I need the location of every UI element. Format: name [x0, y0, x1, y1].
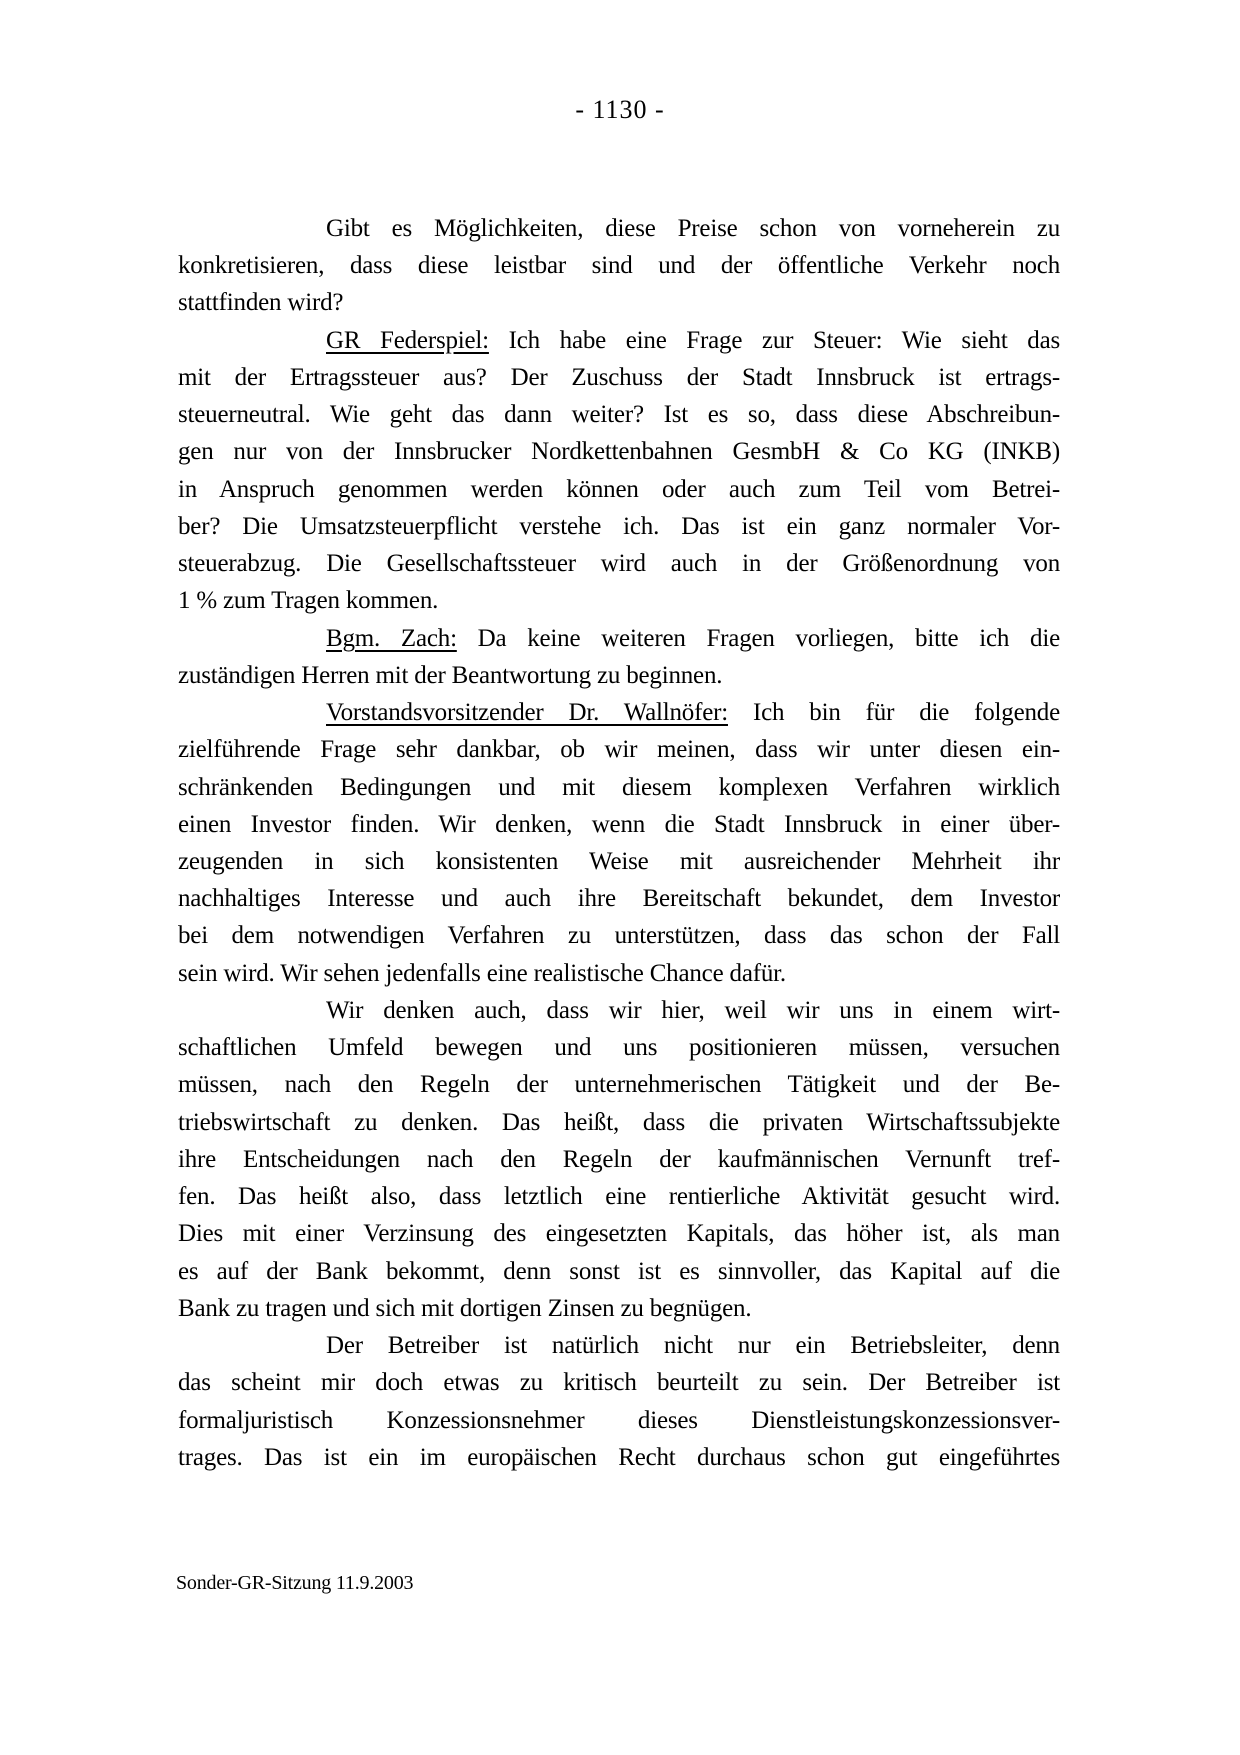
text-line — [178, 620, 1060, 657]
text-line — [178, 359, 1060, 396]
paragraph — [178, 210, 1060, 322]
text-run: bei dem notwendigen Verfahren zu unterstützen, dass das schon der Fall — [178, 922, 1060, 950]
text-line — [178, 396, 1060, 433]
page-footer: Sonder-GR-Sitzung 11.9.2003 — [176, 1572, 414, 1594]
text-run: gen nur von der Innsbrucker Nordkettenbahnen GesmbH & Co KG (INKB) — [178, 438, 1060, 466]
paragraph — [178, 1327, 1060, 1476]
text-run: ihre Entscheidungen nach den Regeln der kaufmännischen Vernunft tref- — [178, 1145, 1060, 1173]
text-run: Gibt es Möglichkeiten, diese Preise schon von vorneherein zu — [326, 215, 1060, 242]
text-run: das scheint mir doch etwas zu kritisch beurteilt zu sein. Der Betreiber ist — [178, 1369, 1060, 1397]
speaker-name: Vorstandsvorsitzender Dr. Wallnöfer: — [326, 699, 728, 727]
text-run: schaftlichen Umfeld bewegen und uns positionieren müssen, versuchen — [178, 1034, 1060, 1062]
text-line — [178, 1178, 1060, 1215]
text-line — [178, 1327, 1060, 1364]
text-run: steuerneutral. Wie geht das dann weiter? Ist es so, dass diese Abschreibun- — [178, 401, 1060, 429]
text-run: mit der Ertragssteuer aus? Der Zuschuss der Stadt Innsbruck ist ertrags- — [178, 363, 1060, 391]
text-run: es auf der Bank bekommt, denn sonst ist es sinnvoller, das Kapital auf die — [178, 1257, 1060, 1285]
text-run: Ich habe eine Frage zur Steuer: Wie sieht das — [488, 326, 1060, 354]
text-run: Der Betreiber ist natürlich nicht nur ein Betriebsleiter, denn — [326, 1332, 1060, 1360]
text-line — [178, 657, 1060, 694]
text-run: Wir denken auch, dass wir hier, weil wir uns in einem wirt- — [326, 996, 1060, 1024]
text-line — [178, 917, 1060, 954]
text-line — [178, 1066, 1060, 1103]
text-run: nachhaltiges Interesse und auch ihre Bereitschaft bekundet, dem Investor — [178, 885, 1060, 913]
paragraph — [178, 620, 1060, 694]
text-run: ber? Die Umsatzsteuerpflicht verstehe ich. Das ist ein ganz normaler Vor- — [178, 512, 1060, 540]
text-run: Ich bin für die folgende — [727, 699, 1060, 727]
text-line — [178, 582, 1060, 619]
text-line — [178, 1029, 1060, 1066]
text-run: stattfinden wird? — [178, 289, 344, 317]
text-line — [178, 545, 1060, 582]
text-line — [178, 1104, 1060, 1141]
paragraph — [178, 992, 1060, 1327]
text-run: zuständigen Herren mit der Beantwortung zu beginnen. — [178, 661, 723, 689]
text-run: 1 % zum Tragen kommen. — [178, 587, 439, 615]
text-line — [178, 284, 1060, 321]
text-line — [178, 322, 1060, 359]
text-line — [178, 694, 1060, 731]
text-line — [178, 806, 1060, 843]
speaker-name: Bgm. Zach: — [326, 624, 457, 652]
text-line — [178, 769, 1060, 806]
text-run: in Anspruch genommen werden können oder auch zum Teil vom Betrei- — [178, 475, 1060, 503]
text-run: konkretisieren, dass diese leistbar sind und der öffentliche Verkehr noch — [178, 252, 1060, 280]
text-line — [178, 1253, 1060, 1290]
speaker-name: GR Federspiel: — [326, 326, 489, 354]
text-line — [178, 247, 1060, 284]
text-run: einen Investor finden. Wir denken, wenn die Stadt Innsbruck in einer über- — [178, 810, 1060, 838]
text-line — [178, 992, 1060, 1029]
text-line — [178, 880, 1060, 917]
text-line — [178, 210, 1060, 247]
text-line — [178, 1402, 1060, 1439]
text-line — [178, 1215, 1060, 1252]
text-line — [178, 1439, 1060, 1476]
text-line — [178, 843, 1060, 880]
text-line — [178, 508, 1060, 545]
text-run: Da keine weiteren Fragen vorliegen, bitte ich die — [456, 624, 1060, 652]
text-run: fen. Das heißt also, dass letztlich eine rentierliche Aktivität gesucht wird. — [178, 1183, 1060, 1211]
text-line — [178, 433, 1060, 470]
text-run: zeugenden in sich konsistenten Weise mit ausreichender Mehrheit ihr — [178, 847, 1060, 875]
page-number: - 1130 - — [575, 95, 665, 124]
text-run: steuerabzug. Die Gesellschaftssteuer wird auch in der Größenordnung von — [178, 550, 1060, 578]
document-body — [178, 210, 1060, 1476]
text-run: formaljuristisch Konzessionsnehmer dieses Dienstleistungskonzessionsver- — [178, 1406, 1060, 1434]
text-run: zielführende Frage sehr dankbar, ob wir meinen, dass wir unter diesen ein- — [178, 736, 1060, 764]
text-line — [178, 955, 1060, 992]
text-line — [178, 1364, 1060, 1401]
text-run: Dies mit einer Verzinsung des eingesetzten Kapitals, das höher ist, als man — [178, 1220, 1060, 1248]
text-run: sein wird. Wir sehen jedenfalls eine realistische Chance dafür. — [178, 959, 786, 987]
text-run: müssen, nach den Regeln der unternehmerischen Tätigkeit und der Be- — [178, 1071, 1060, 1099]
paragraph — [178, 694, 1060, 992]
text-line — [178, 1290, 1060, 1327]
text-run: Bank zu tragen und sich mit dortigen Zinsen zu begnügen. — [178, 1294, 752, 1322]
text-run: trages. Das ist ein im europäischen Recht durchaus schon gut eingeführtes — [178, 1443, 1060, 1471]
text-line — [178, 1141, 1060, 1178]
text-run: triebswirtschaft zu denken. Das heißt, dass die privaten Wirtschaftssubjekte — [178, 1108, 1060, 1136]
text-line — [178, 731, 1060, 768]
text-run: schränkenden Bedingungen und mit diesem komplexen Verfahren wirklich — [178, 773, 1060, 801]
paragraph — [178, 322, 1060, 620]
text-line — [178, 471, 1060, 508]
